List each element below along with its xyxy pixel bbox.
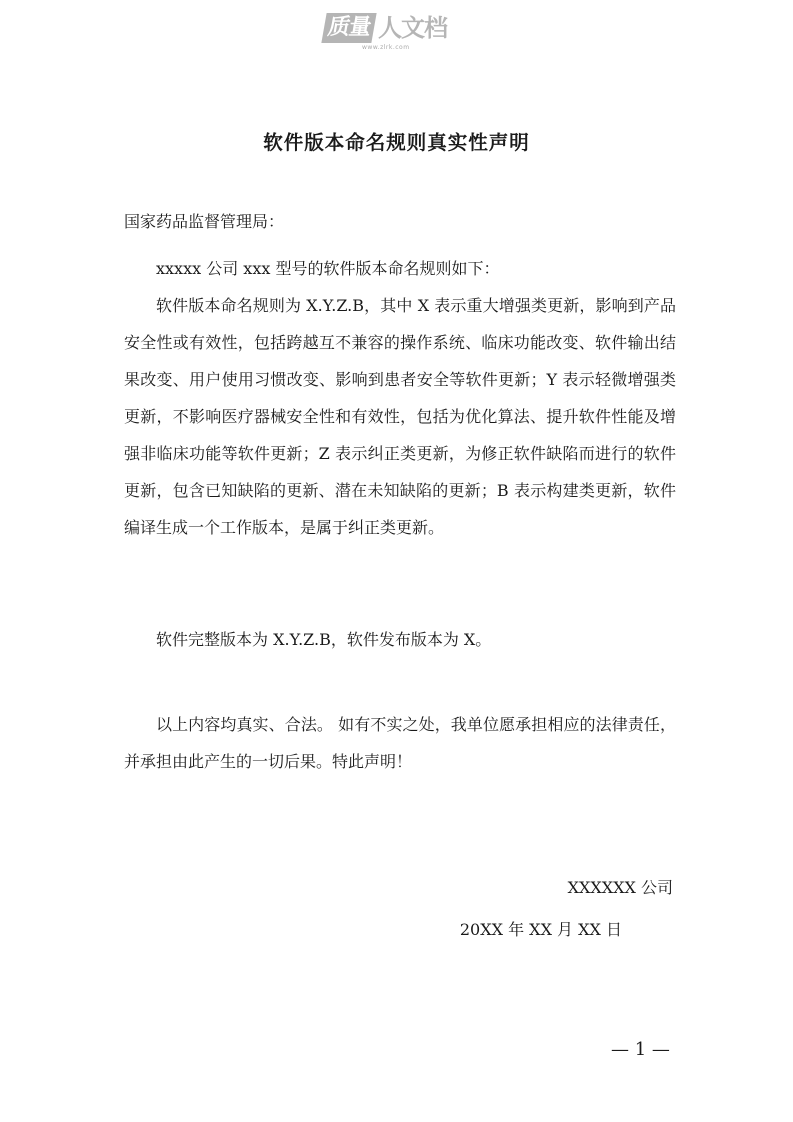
paragraph-naming-rules: 软件版本命名规则为 X.Y.Z.B，其中 X 表示重大增强类更新，影响到产品安全性或有效性，包括跨越互不兼容的操作系统、临床功能改变、软件输出结果改变、用户使用习惯改变、影响到患者安全等软件更新；Y 表示轻微增强类更新，不影响医疗器械安全性和有效性，包括为优化算法、提升软件性能及增强非临床功能等软件更新；Z 表示纠正类更新，为修正软件缺陷而进行的软件更新，包含已知缺陷的更新、潜在未知缺陷的更新；B 表示构建类更新，软件编译生成一个工作版本，是属于纠正类更新。 — [124, 296, 676, 537]
paragraph-declaration: 以上内容均真实、合法。 如有不实之处，我单位愿承担相应的法律责任，并承担由此产生的一切后果。特此声明！ — [124, 715, 676, 771]
signature-date: 20XX 年 XX 月 XX 日 — [459, 920, 622, 939]
paragraph-intro: xxxxx 公司 xxx 型号的软件版本命名规则如下： — [156, 259, 500, 278]
watermark-logo — [324, 12, 470, 62]
watermark-url: www.zlrk.com — [362, 44, 410, 51]
addressee: 国家药品监督管理局： — [124, 212, 285, 231]
signature-company: XXXXXX 公司 — [567, 878, 673, 897]
paragraph-version-summary: 软件完整版本为 X.Y.Z.B，软件发布版本为 X。 — [156, 630, 492, 649]
watermark-logo-boxed-text: 质量 — [321, 13, 376, 43]
watermark-logo-text: 人文档 — [378, 14, 448, 42]
document-title: 软件版本命名规则真实性声明 — [263, 131, 530, 154]
page-number: — 1 — — [611, 1039, 670, 1060]
watermark-logo-row — [324, 12, 470, 44]
